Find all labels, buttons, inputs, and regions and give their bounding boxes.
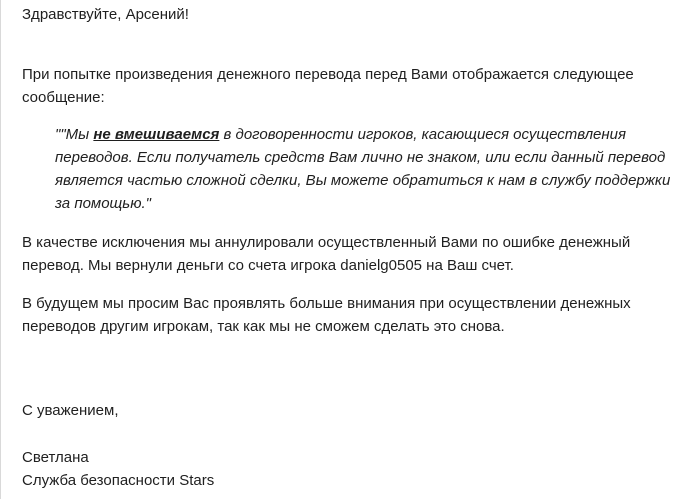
intro-line-1: При попытке произведения денежного перевода перед Вами отображается следующее: [22, 66, 634, 83]
closing: С уважением,: [22, 402, 119, 419]
signature-name: Светлана: [22, 449, 89, 466]
exception-line-2: перевод. Мы вернули деньги со счета игрока danielg0505 на Ваш счет.: [22, 257, 514, 274]
future-line-2: переводов другим игрокам, так как мы не сможем сделать это снова.: [22, 318, 505, 335]
quote-line-4: за помощью.": [55, 195, 151, 212]
future-line-1: В будущем мы просим Вас проявлять больше внимания при осуществлении денежных: [22, 295, 631, 312]
quote-line-3: является частью сложной сделки, Вы можете обратиться к нам в службу поддержки: [55, 172, 671, 189]
quote-emphasis: не вмешиваемся: [93, 126, 220, 143]
quoted-message: [55, 123, 670, 215]
exception-line-1: В качестве исключения мы аннулировали осуществленный Вами по ошибке денежный: [22, 234, 631, 251]
quote-line-1: [55, 123, 670, 146]
quote-line-1-rest: в договоренности игроков, касающиеся осуществления: [219, 126, 627, 143]
intro-line-2: сообщение:: [22, 89, 105, 106]
quote-open: ""Мы: [55, 126, 94, 143]
greeting: Здравствуйте, Арсений!: [22, 6, 189, 23]
signature-team: Служба безопасности Stars: [22, 472, 215, 489]
quote-line-2: переводов. Если получатель средств Вам лично не знаком, или если данный перевод: [55, 149, 666, 166]
